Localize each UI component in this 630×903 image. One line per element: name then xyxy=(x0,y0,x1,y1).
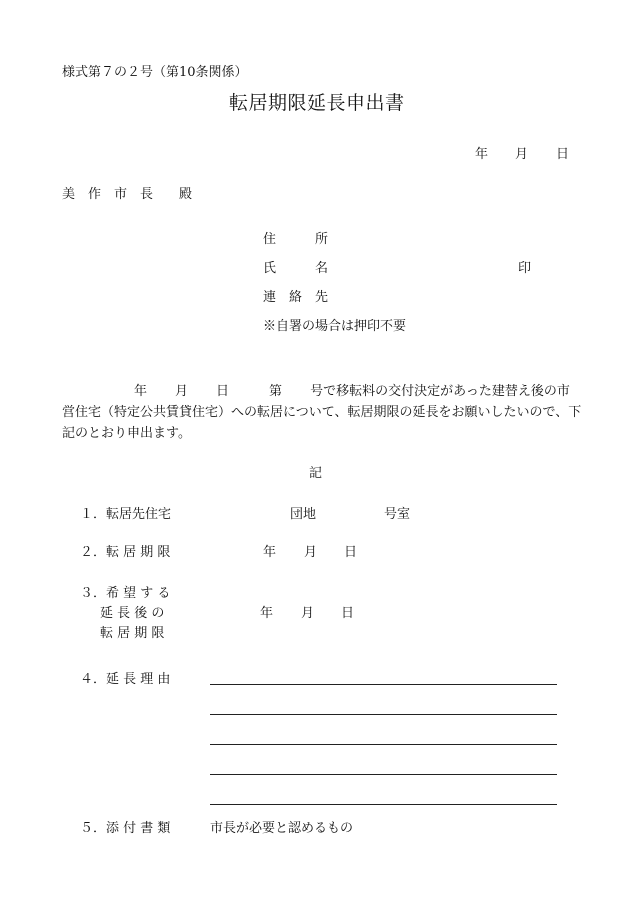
item3-label-line2: 延 長 後 の xyxy=(100,606,165,621)
body-year: 年 xyxy=(134,384,148,399)
item4-label: ４．延 長 理 由 xyxy=(80,672,171,687)
document-title: 転居期限延長申出書 xyxy=(229,92,405,114)
contact-label: 連 絡 先 xyxy=(263,290,329,305)
item1-danchi: 団地 xyxy=(290,507,317,522)
item3-year: 年 xyxy=(260,606,274,621)
address-label: 住 所 xyxy=(263,232,329,247)
item3-month: 月 xyxy=(301,606,315,621)
body-dai: 第 xyxy=(269,384,283,399)
name-label: 氏 名 xyxy=(263,261,329,276)
addressee: 美 作 市 長 殿 xyxy=(62,187,193,202)
body-month: 月 xyxy=(175,384,189,399)
item2-day: 日 xyxy=(344,545,358,560)
body-day: 日 xyxy=(216,384,230,399)
date-month: 月 xyxy=(515,147,529,162)
item3-label-line3: 転 居 期 限 xyxy=(100,626,165,641)
item5-label: ５．添 付 書 類 xyxy=(80,821,171,836)
body-text: 号で移転料の交付決定があった建替え後の市営住宅（特定公共賃貸住宅）への転居について、転居期限の延長をお願いしたいので、下記のとおり申出ます。 xyxy=(62,384,582,441)
seal-note: ※自署の場合は押印不要 xyxy=(263,319,407,334)
item2-year: 年 xyxy=(263,545,277,560)
date-year: 年 xyxy=(475,147,489,162)
reason-line[interactable] xyxy=(210,684,557,685)
item1-goshitsu: 号室 xyxy=(384,507,411,522)
item3-day: 日 xyxy=(341,606,355,621)
seal-label: 印 xyxy=(518,261,532,276)
reason-line[interactable] xyxy=(210,774,557,775)
form-number: 様式第７の２号（第10条関係） xyxy=(62,65,248,80)
item2-label: ２．転 居 期 限 xyxy=(80,545,171,560)
reason-line[interactable] xyxy=(210,714,557,715)
request-body xyxy=(62,381,582,444)
reason-line[interactable] xyxy=(210,744,557,745)
item5-value: 市長が必要と認めるもの xyxy=(210,821,354,836)
item2-month: 月 xyxy=(304,545,318,560)
ki-heading: 記 xyxy=(309,466,323,481)
item3-label-line1: ３．希 望 す る xyxy=(80,586,171,601)
item1-label: １．転居先住宅 xyxy=(80,507,172,522)
reason-line[interactable] xyxy=(210,804,557,805)
date-day: 日 xyxy=(556,147,570,162)
